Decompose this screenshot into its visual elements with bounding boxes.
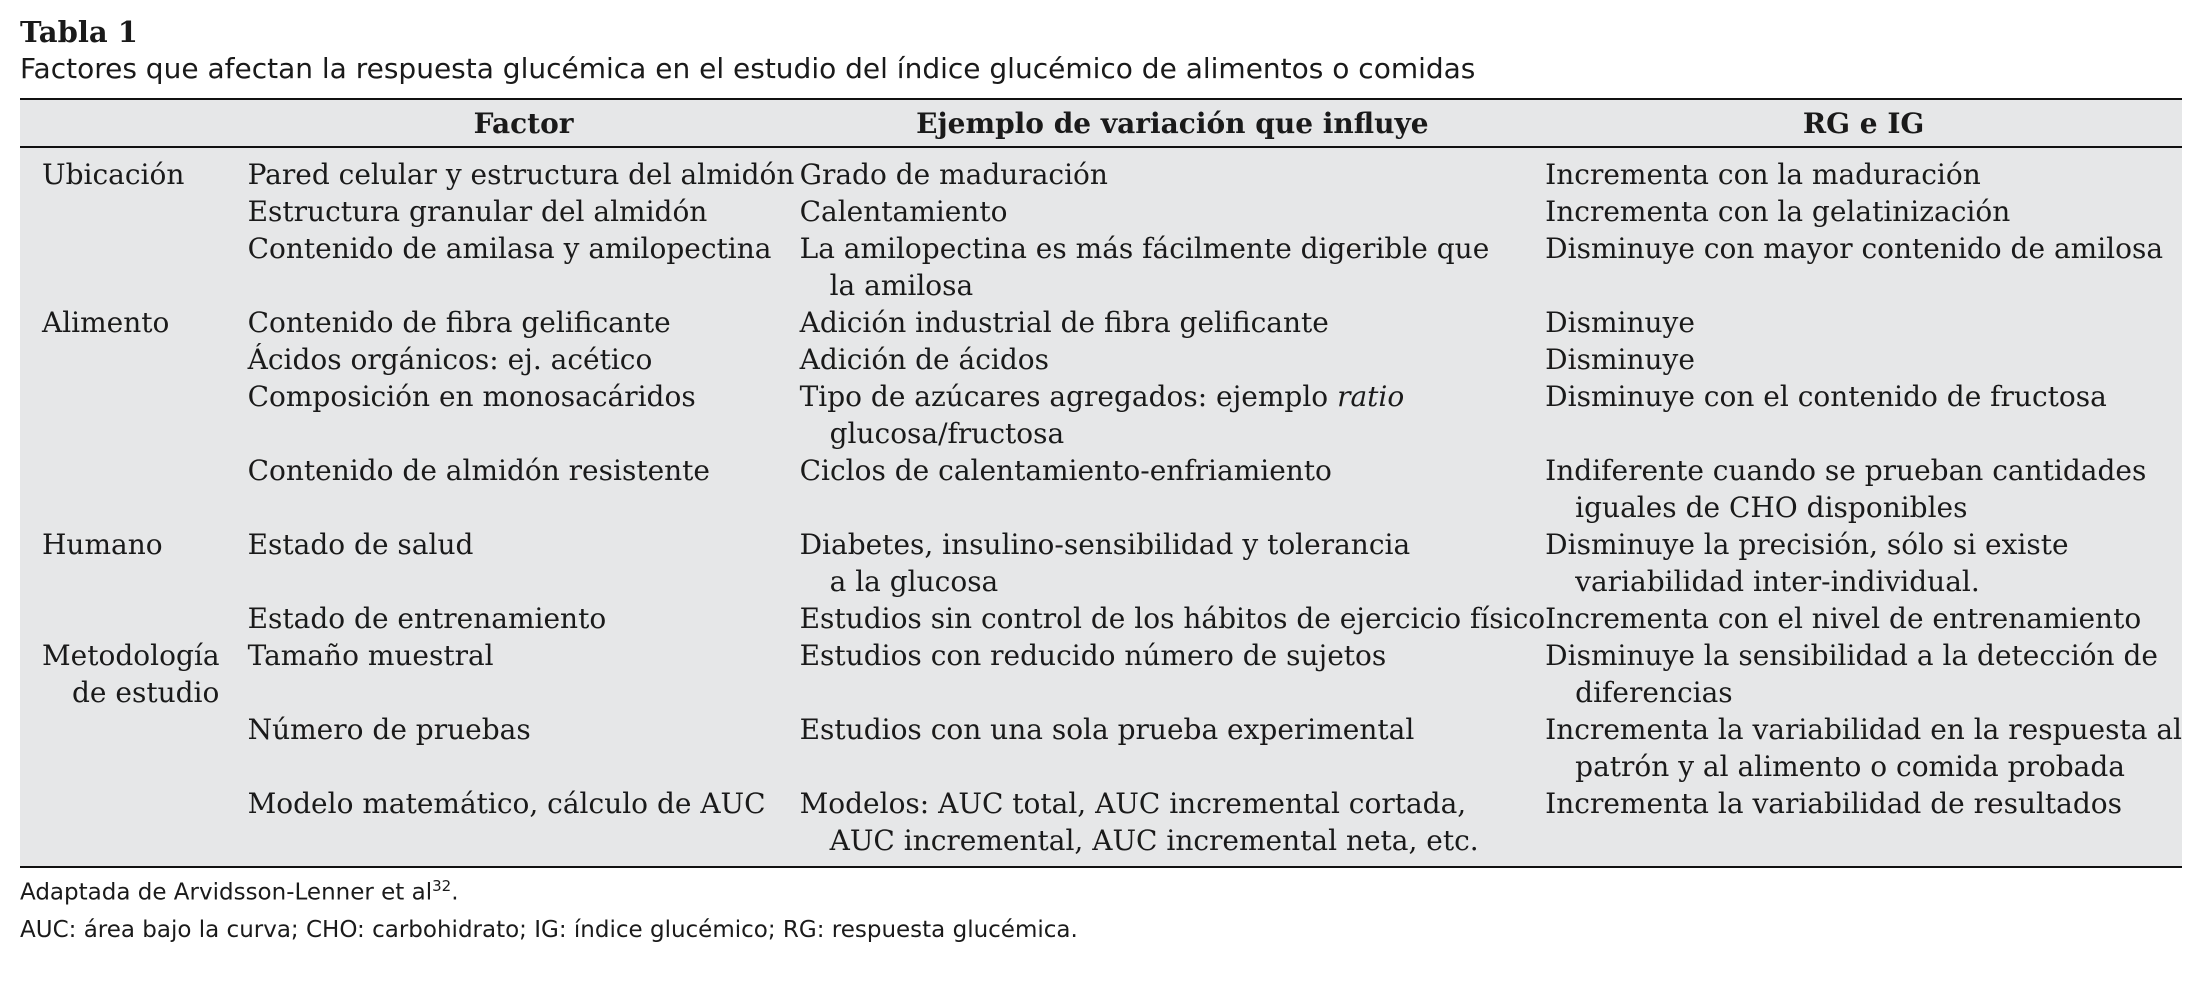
cell-category-line: Ubicación [42,158,185,191]
cell-example [800,452,1546,526]
cell-rg-ig [1545,785,2182,867]
header-category [20,99,248,147]
cell-example [800,600,1546,637]
cell-category-line: Metodología [42,639,220,672]
cell-example [800,526,1546,600]
cell-category [20,785,248,867]
cell-example [800,304,1546,341]
cell-example [800,230,1546,304]
cell-factor [248,341,800,378]
cell-rg-ig-line: Disminuye [1545,306,1695,339]
table-row [20,147,2182,193]
header-row [20,99,2182,147]
cell-rg-ig-line: variabilidad inter-individual. [1575,565,1980,598]
cell-category [20,193,248,230]
cell-category [20,230,248,304]
cell-rg-ig-line: Disminuye la sensibilidad a la detección de [1545,639,2158,672]
footnote-source [20,868,2182,912]
cell-category [20,304,248,341]
cell-rg-ig [1545,600,2182,637]
cell-factor [248,147,800,193]
cell-example-line: Adición de ácidos [799,343,1049,376]
cell-rg-ig [1545,230,2182,304]
cell-example [800,637,1546,711]
cell-example-line: Adición industrial de fibra gelificante [799,306,1329,339]
cell-example-line: Calentamiento [799,195,1008,228]
table-row [20,526,2182,600]
cell-rg-ig [1545,378,2182,452]
cell-rg-ig-line: Incrementa la variabilidad de resultados [1545,787,2123,820]
cell-factor-line: Número de pruebas [247,713,531,746]
cell-example-line: AUC incremental, AUC incremental neta, etc. [829,824,1479,857]
cell-rg-ig [1545,526,2182,600]
cell-factor [248,378,800,452]
cell-category-line: Alimento [42,306,170,339]
table-header [20,99,2182,147]
cell-example-line: Estudios con una sola prueba experimental [799,713,1415,746]
cell-example [800,785,1546,867]
cell-example-line: Ciclos de calentamiento-enfriamiento [799,454,1332,487]
table-row [20,230,2182,304]
cell-rg-ig-line: patrón y al alimento o comida probada [1575,750,2125,783]
cell-factor [248,785,800,867]
cell-rg-ig [1545,452,2182,526]
cell-rg-ig-line: Incrementa con la gelatinización [1545,195,2011,228]
cell-rg-ig [1545,193,2182,230]
table-row [20,785,2182,867]
cell-category [20,341,248,378]
cell-factor [248,637,800,711]
table-row [20,452,2182,526]
cell-factor [248,711,800,785]
table-row [20,711,2182,785]
footnote-source-end: . [451,879,459,906]
cell-factor [248,526,800,600]
cell-rg-ig-line: Disminuye con el contenido de fructosa [1545,380,2107,413]
table-row [20,341,2182,378]
cell-factor-line: Estado de entrenamiento [247,602,607,635]
cell-example-line: Grado de maduración [799,158,1108,191]
cell-rg-ig-line: Disminuye [1545,343,1695,376]
cell-factor [248,230,800,304]
cell-example-line: Modelos: AUC total, AUC incremental cortada, [799,787,1467,820]
italic-term: ratio [1337,380,1405,413]
cell-category [20,147,248,193]
cell-factor [248,600,800,637]
table-row [20,378,2182,452]
cell-rg-ig [1545,341,2182,378]
cell-category-line: de estudio [72,676,220,709]
table-label: Tabla 1 [20,15,138,49]
cell-rg-ig [1545,637,2182,711]
cell-factor-line: Estado de salud [247,528,474,561]
cell-example [800,193,1546,230]
cell-rg-ig-line: Incrementa con el nivel de entrenamiento [1545,602,2142,635]
table-body [20,147,2182,867]
cell-factor-line: Modelo matemático, cálculo de AUC [247,787,766,820]
footnote-source-ref: 32 [432,877,452,895]
cell-rg-ig-line: Incrementa con la maduración [1545,158,1981,191]
cell-example-line: Diabetes, insulino-sensibilidad y tolerancia [799,528,1411,561]
cell-rg-ig-line: Indiferente cuando se prueban cantidades [1545,454,2147,487]
cell-category [20,637,248,711]
cell-example [800,147,1546,193]
cell-factor [248,193,800,230]
cell-category-line: Humano [42,528,163,561]
cell-factor [248,452,800,526]
cell-factor-line: Contenido de almidón resistente [247,454,710,487]
cell-category [20,600,248,637]
cell-factor-line: Ácidos orgánicos: ej. acético [247,343,653,376]
header-factor: Factor [248,99,800,147]
cell-rg-ig-line: iguales de CHO disponibles [1575,491,1968,524]
cell-category [20,452,248,526]
cell-factor-line: Pared celular y estructura del almidón [247,158,795,191]
cell-example-line: glucosa/fructosa [829,417,1065,450]
footnote-abbreviations: AUC: área bajo la curva; CHO: carbohidrato; IG: índice glucémico; RG: respuesta glucémica. [20,916,1078,943]
cell-example-line: la amilosa [829,269,974,302]
cell-example-line: a la glucosa [829,565,999,598]
cell-example-line: Tipo de azúcares agregados: ejemplo ratio [799,380,1405,413]
header-rg-ig: RG e IG [1545,99,2182,147]
cell-factor-line: Tamaño muestral [247,639,494,672]
cell-category [20,711,248,785]
cell-rg-ig [1545,147,2182,193]
footnote-source-text: Adaptada de Arvidsson-Lenner et al [20,879,433,906]
cell-rg-ig [1545,304,2182,341]
cell-example-line: La amilopectina es más fácilmente digerible que [799,232,1490,265]
cell-rg-ig [1545,711,2182,785]
cell-category [20,378,248,452]
cell-factor-line: Composición en monosacáridos [247,380,696,413]
cell-example-line: Estudios sin control de los hábitos de ejercicio físico [799,602,1546,635]
cell-example [800,378,1546,452]
cell-factor-line: Estructura granular del almidón [247,195,708,228]
table-row [20,600,2182,637]
cell-factor-line: Contenido de amilasa y amilopectina [247,232,772,265]
cell-category [20,526,248,600]
table-figure [20,14,2182,949]
cell-example-line: Estudios con reducido número de sujetos [799,639,1387,672]
cell-rg-ig-line: diferencias [1575,676,1733,709]
header-example: Ejemplo de variación que influye [800,99,1546,147]
table-row [20,637,2182,711]
table-caption: Factores que afectan la respuesta glucémica en el estudio del índice glucémico de alimentos o comidas [20,52,1476,85]
cell-example [800,341,1546,378]
cell-rg-ig-line: Disminuye la precisión, sólo si existe [1545,528,2069,561]
table-row [20,304,2182,341]
cell-factor-line: Contenido de fibra gelificante [247,306,671,339]
cell-rg-ig-line: Disminuye con mayor contenido de amilosa [1545,232,2164,265]
cell-factor [248,304,800,341]
data-table [20,98,2182,868]
cell-example [800,711,1546,785]
cell-rg-ig-line: Incrementa la variabilidad en la respuesta al [1545,713,2182,746]
table-row [20,193,2182,230]
